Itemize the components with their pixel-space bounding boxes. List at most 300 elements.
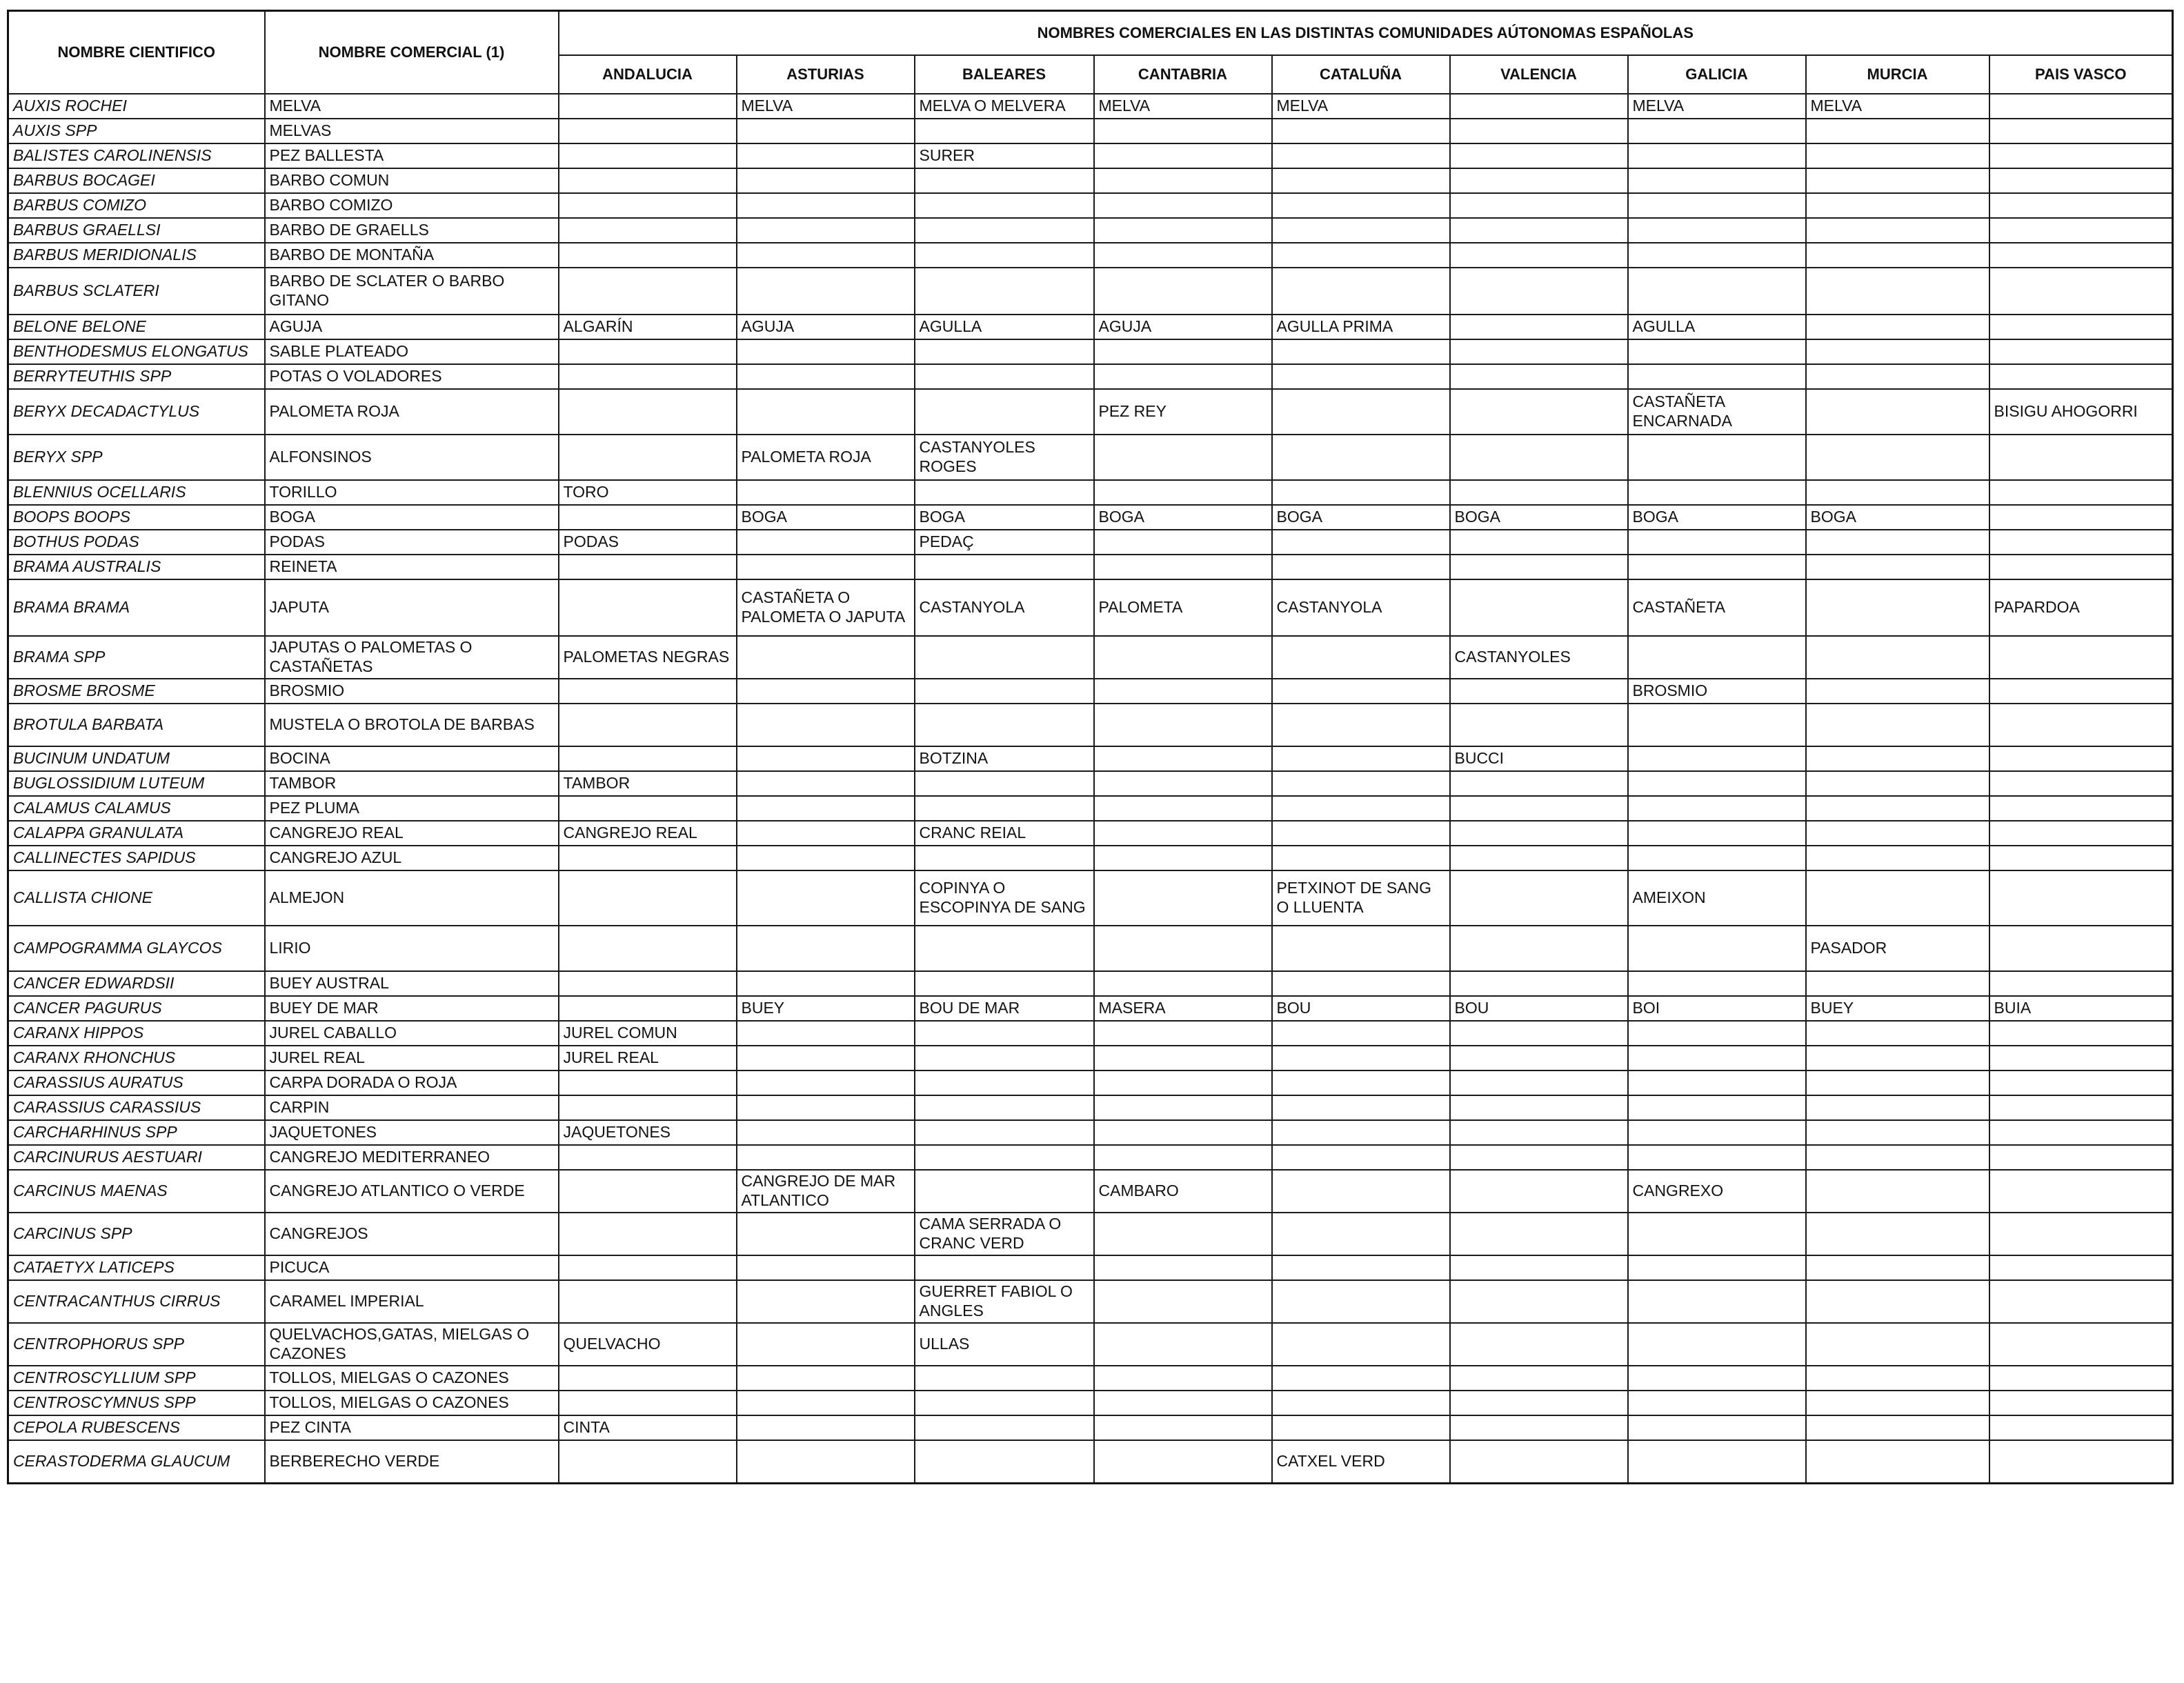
cell-region-galicia bbox=[1628, 480, 1806, 505]
table-row bbox=[8, 480, 2173, 505]
cell-region-valencia bbox=[1450, 1391, 1628, 1415]
cell-region-pais-vasco bbox=[1989, 1021, 2173, 1046]
cell-commercial-name: CANGREJO AZUL bbox=[265, 846, 559, 870]
cell-region-cantabria: CAMBARO bbox=[1094, 1170, 1272, 1213]
cell-region-baleares bbox=[915, 1070, 1094, 1095]
cell-region-galicia bbox=[1628, 243, 1806, 268]
cell-region-cantabria bbox=[1094, 143, 1272, 168]
table-row bbox=[8, 1280, 2173, 1323]
cell-region-galicia bbox=[1628, 1213, 1806, 1255]
cell-region-baleares bbox=[915, 364, 1094, 389]
cell-region-catalu-a bbox=[1272, 168, 1450, 193]
cell-region-andalucia bbox=[559, 746, 737, 771]
cell-commercial-name: REINETA bbox=[265, 555, 559, 579]
cell-region-murcia bbox=[1806, 339, 1989, 364]
cell-region-valencia bbox=[1450, 119, 1628, 143]
cell-region-asturias bbox=[737, 636, 915, 679]
cell-region-valencia: BUCCI bbox=[1450, 746, 1628, 771]
cell-region-galicia: AMEIXON bbox=[1628, 870, 1806, 926]
cell-region-valencia bbox=[1450, 1255, 1628, 1280]
table-row bbox=[8, 579, 2173, 636]
cell-scientific-name: BOOPS BOOPS bbox=[8, 505, 265, 530]
cell-region-valencia bbox=[1450, 1070, 1628, 1095]
cell-region-valencia: CASTANYOLES bbox=[1450, 636, 1628, 679]
cell-region-andalucia bbox=[559, 1391, 737, 1415]
cell-region-murcia bbox=[1806, 704, 1989, 746]
cell-scientific-name: BUGLOSSIDIUM LUTEUM bbox=[8, 771, 265, 796]
cell-region-andalucia bbox=[559, 339, 737, 364]
cell-region-asturias bbox=[737, 870, 915, 926]
cell-scientific-name: CARASSIUS AURATUS bbox=[8, 1070, 265, 1095]
cell-region-baleares bbox=[915, 971, 1094, 996]
cell-region-murcia bbox=[1806, 1145, 1989, 1170]
cell-region-cantabria bbox=[1094, 1120, 1272, 1145]
cell-region-catalu-a: BOGA bbox=[1272, 505, 1450, 530]
cell-region-galicia bbox=[1628, 796, 1806, 821]
cell-region-valencia bbox=[1450, 268, 1628, 315]
cell-region-pais-vasco bbox=[1989, 143, 2173, 168]
cell-region-murcia bbox=[1806, 243, 1989, 268]
cell-commercial-name: TORILLO bbox=[265, 480, 559, 505]
cell-region-andalucia bbox=[559, 926, 737, 971]
cell-commercial-name: CARAMEL IMPERIAL bbox=[265, 1280, 559, 1323]
cell-region-cantabria bbox=[1094, 1280, 1272, 1323]
cell-region-pais-vasco bbox=[1989, 1095, 2173, 1120]
cell-region-murcia bbox=[1806, 119, 1989, 143]
cell-scientific-name: CARCINUS SPP bbox=[8, 1213, 265, 1255]
cell-commercial-name: PICUCA bbox=[265, 1255, 559, 1280]
cell-commercial-name: ALFONSINOS bbox=[265, 435, 559, 480]
cell-region-valencia: BOU bbox=[1450, 996, 1628, 1021]
cell-commercial-name: MELVA bbox=[265, 94, 559, 119]
cell-region-murcia bbox=[1806, 435, 1989, 480]
cell-region-cantabria bbox=[1094, 1213, 1272, 1255]
cell-commercial-name: BERBERECHO VERDE bbox=[265, 1440, 559, 1483]
cell-region-murcia bbox=[1806, 771, 1989, 796]
cell-commercial-name: CANGREJO ATLANTICO O VERDE bbox=[265, 1170, 559, 1213]
cell-region-andalucia: QUELVACHO bbox=[559, 1323, 737, 1366]
cell-region-catalu-a bbox=[1272, 119, 1450, 143]
cell-region-valencia bbox=[1450, 1213, 1628, 1255]
cell-commercial-name: TAMBOR bbox=[265, 771, 559, 796]
cell-region-valencia bbox=[1450, 218, 1628, 243]
cell-region-andalucia bbox=[559, 268, 737, 315]
cell-region-baleares: BOGA bbox=[915, 505, 1094, 530]
header-nombre-cientifico: NOMBRE CIENTIFICO bbox=[8, 11, 265, 94]
cell-commercial-name: MELVAS bbox=[265, 119, 559, 143]
cell-region-andalucia bbox=[559, 971, 737, 996]
cell-commercial-name: BARBO COMIZO bbox=[265, 193, 559, 218]
cell-region-pais-vasco bbox=[1989, 796, 2173, 821]
cell-region-catalu-a bbox=[1272, 218, 1450, 243]
table-row bbox=[8, 704, 2173, 746]
cell-scientific-name: BUCINUM UNDATUM bbox=[8, 746, 265, 771]
cell-region-cantabria bbox=[1094, 1415, 1272, 1440]
cell-scientific-name: BELONE BELONE bbox=[8, 315, 265, 339]
cell-region-asturias bbox=[737, 364, 915, 389]
cell-scientific-name: CANCER PAGURUS bbox=[8, 996, 265, 1021]
header-region-valencia: VALENCIA bbox=[1450, 55, 1628, 94]
cell-region-andalucia bbox=[559, 679, 737, 704]
cell-scientific-name: CALAPPA GRANULATA bbox=[8, 821, 265, 846]
cell-commercial-name: BOGA bbox=[265, 505, 559, 530]
cell-region-pais-vasco bbox=[1989, 1046, 2173, 1070]
cell-region-andalucia bbox=[559, 1095, 737, 1120]
cell-region-asturias bbox=[737, 480, 915, 505]
cell-region-valencia bbox=[1450, 704, 1628, 746]
cell-region-asturias bbox=[737, 268, 915, 315]
cell-region-valencia bbox=[1450, 1021, 1628, 1046]
cell-region-galicia bbox=[1628, 1095, 1806, 1120]
table-row bbox=[8, 1095, 2173, 1120]
cell-region-catalu-a bbox=[1272, 435, 1450, 480]
cell-scientific-name: BARBUS GRAELLSI bbox=[8, 218, 265, 243]
cell-region-pais-vasco: PAPARDOA bbox=[1989, 579, 2173, 636]
cell-region-pais-vasco bbox=[1989, 1070, 2173, 1095]
table-row bbox=[8, 1021, 2173, 1046]
cell-region-catalu-a bbox=[1272, 1170, 1450, 1213]
cell-region-andalucia bbox=[559, 1366, 737, 1391]
cell-region-pais-vasco bbox=[1989, 1440, 2173, 1483]
cell-region-murcia bbox=[1806, 1391, 1989, 1415]
cell-region-murcia bbox=[1806, 1366, 1989, 1391]
cell-region-murcia bbox=[1806, 1440, 1989, 1483]
cell-region-catalu-a bbox=[1272, 389, 1450, 435]
cell-region-murcia bbox=[1806, 1213, 1989, 1255]
cell-region-murcia bbox=[1806, 143, 1989, 168]
cell-region-cantabria bbox=[1094, 435, 1272, 480]
cell-region-andalucia: CANGREJO REAL bbox=[559, 821, 737, 846]
cell-region-valencia bbox=[1450, 364, 1628, 389]
cell-region-murcia bbox=[1806, 636, 1989, 679]
cell-region-andalucia bbox=[559, 193, 737, 218]
cell-region-baleares bbox=[915, 555, 1094, 579]
cell-region-murcia bbox=[1806, 389, 1989, 435]
cell-region-galicia: MELVA bbox=[1628, 94, 1806, 119]
cell-region-galicia bbox=[1628, 746, 1806, 771]
cell-region-cantabria bbox=[1094, 168, 1272, 193]
cell-region-pais-vasco bbox=[1989, 771, 2173, 796]
cell-region-baleares bbox=[915, 704, 1094, 746]
cell-region-asturias bbox=[737, 389, 915, 435]
cell-region-cantabria bbox=[1094, 746, 1272, 771]
cell-region-catalu-a bbox=[1272, 1391, 1450, 1415]
cell-scientific-name: CENTROSCYLLIUM SPP bbox=[8, 1366, 265, 1391]
cell-region-asturias bbox=[737, 1145, 915, 1170]
cell-region-asturias bbox=[737, 796, 915, 821]
cell-region-baleares bbox=[915, 243, 1094, 268]
cell-region-catalu-a bbox=[1272, 480, 1450, 505]
cell-region-andalucia bbox=[559, 1255, 737, 1280]
cell-region-murcia bbox=[1806, 1021, 1989, 1046]
cell-region-galicia bbox=[1628, 1415, 1806, 1440]
cell-scientific-name: BARBUS SCLATERI bbox=[8, 268, 265, 315]
cell-region-pais-vasco bbox=[1989, 315, 2173, 339]
cell-scientific-name: AUXIS ROCHEI bbox=[8, 94, 265, 119]
cell-region-asturias bbox=[737, 339, 915, 364]
cell-region-pais-vasco bbox=[1989, 636, 2173, 679]
header-nombre-comercial: NOMBRE COMERCIAL (1) bbox=[265, 11, 559, 94]
cell-region-galicia bbox=[1628, 339, 1806, 364]
cell-region-catalu-a bbox=[1272, 1415, 1450, 1440]
cell-region-galicia: CASTAÑETA ENCARNADA bbox=[1628, 389, 1806, 435]
cell-region-valencia bbox=[1450, 679, 1628, 704]
cell-region-murcia bbox=[1806, 1280, 1989, 1323]
cell-commercial-name: JAQUETONES bbox=[265, 1120, 559, 1145]
cell-region-baleares bbox=[915, 1391, 1094, 1415]
cell-region-asturias bbox=[737, 243, 915, 268]
table-row bbox=[8, 821, 2173, 846]
cell-region-pais-vasco bbox=[1989, 1280, 2173, 1323]
cell-region-baleares bbox=[915, 1415, 1094, 1440]
cell-region-murcia bbox=[1806, 796, 1989, 821]
cell-region-andalucia: JUREL COMUN bbox=[559, 1021, 737, 1046]
cell-region-catalu-a bbox=[1272, 1021, 1450, 1046]
cell-commercial-name: JUREL REAL bbox=[265, 1046, 559, 1070]
cell-scientific-name: CENTROSCYMNUS SPP bbox=[8, 1391, 265, 1415]
cell-region-andalucia bbox=[559, 243, 737, 268]
cell-region-galicia bbox=[1628, 971, 1806, 996]
cell-commercial-name: PEZ BALLESTA bbox=[265, 143, 559, 168]
table-row bbox=[8, 243, 2173, 268]
cell-region-asturias bbox=[737, 143, 915, 168]
cell-region-andalucia bbox=[559, 1280, 737, 1323]
cell-region-valencia bbox=[1450, 796, 1628, 821]
cell-region-asturias bbox=[737, 168, 915, 193]
cell-region-galicia bbox=[1628, 555, 1806, 579]
cell-region-cantabria bbox=[1094, 870, 1272, 926]
cell-region-pais-vasco bbox=[1989, 1391, 2173, 1415]
cell-region-cantabria bbox=[1094, 218, 1272, 243]
cell-region-andalucia bbox=[559, 555, 737, 579]
cell-region-baleares bbox=[915, 1170, 1094, 1213]
cell-region-valencia bbox=[1450, 870, 1628, 926]
cell-region-baleares: CRANC REIAL bbox=[915, 821, 1094, 846]
cell-scientific-name: CANCER EDWARDSII bbox=[8, 971, 265, 996]
cell-commercial-name: PALOMETA ROJA bbox=[265, 389, 559, 435]
cell-region-asturias: PALOMETA ROJA bbox=[737, 435, 915, 480]
cell-scientific-name: CALLISTA CHIONE bbox=[8, 870, 265, 926]
cell-commercial-name: BUEY AUSTRAL bbox=[265, 971, 559, 996]
cell-region-catalu-a bbox=[1272, 1145, 1450, 1170]
cell-scientific-name: CALAMUS CALAMUS bbox=[8, 796, 265, 821]
cell-region-valencia bbox=[1450, 339, 1628, 364]
cell-scientific-name: BRAMA SPP bbox=[8, 636, 265, 679]
header-region-murcia: MURCIA bbox=[1806, 55, 1989, 94]
cell-region-pais-vasco bbox=[1989, 1415, 2173, 1440]
table-row bbox=[8, 364, 2173, 389]
cell-region-andalucia bbox=[559, 1145, 737, 1170]
cell-region-asturias: CASTAÑETA O PALOMETA O JAPUTA bbox=[737, 579, 915, 636]
cell-region-pais-vasco bbox=[1989, 218, 2173, 243]
cell-region-baleares bbox=[915, 1120, 1094, 1145]
header-region-baleares: BALEARES bbox=[915, 55, 1094, 94]
cell-scientific-name: CEPOLA RUBESCENS bbox=[8, 1415, 265, 1440]
cell-region-baleares bbox=[915, 636, 1094, 679]
cell-region-galicia: AGULLA bbox=[1628, 315, 1806, 339]
cell-commercial-name: AGUJA bbox=[265, 315, 559, 339]
cell-scientific-name: BOTHUS PODAS bbox=[8, 530, 265, 555]
cell-region-baleares bbox=[915, 193, 1094, 218]
cell-region-andalucia bbox=[559, 94, 737, 119]
cell-region-asturias bbox=[737, 218, 915, 243]
cell-region-murcia bbox=[1806, 1120, 1989, 1145]
cell-region-andalucia bbox=[559, 435, 737, 480]
cell-region-valencia bbox=[1450, 971, 1628, 996]
cell-region-asturias bbox=[737, 1021, 915, 1046]
cell-region-asturias bbox=[737, 746, 915, 771]
cell-scientific-name: AUXIS SPP bbox=[8, 119, 265, 143]
cell-region-andalucia bbox=[559, 119, 737, 143]
cell-region-pais-vasco: BISIGU AHOGORRI bbox=[1989, 389, 2173, 435]
cell-region-murcia bbox=[1806, 193, 1989, 218]
table-body bbox=[8, 94, 2173, 1483]
table-row bbox=[8, 94, 2173, 119]
cell-region-asturias bbox=[737, 1280, 915, 1323]
cell-region-valencia bbox=[1450, 1415, 1628, 1440]
cell-region-catalu-a: CASTANYOLA bbox=[1272, 579, 1450, 636]
cell-region-asturias: AGUJA bbox=[737, 315, 915, 339]
cell-scientific-name: BRAMA BRAMA bbox=[8, 579, 265, 636]
cell-region-cantabria bbox=[1094, 193, 1272, 218]
cell-region-baleares: CASTANYOLES ROGES bbox=[915, 435, 1094, 480]
cell-region-cantabria bbox=[1094, 636, 1272, 679]
cell-region-asturias bbox=[737, 926, 915, 971]
table-row bbox=[8, 1415, 2173, 1440]
table-row bbox=[8, 1440, 2173, 1483]
cell-commercial-name: BARBO DE SCLATER O BARBO GITANO bbox=[265, 268, 559, 315]
cell-region-pais-vasco bbox=[1989, 243, 2173, 268]
cell-region-baleares: MELVA O MELVERA bbox=[915, 94, 1094, 119]
cell-commercial-name: BARBO DE GRAELLS bbox=[265, 218, 559, 243]
cell-region-valencia bbox=[1450, 315, 1628, 339]
cell-region-andalucia bbox=[559, 996, 737, 1021]
cell-region-baleares: AGULLA bbox=[915, 315, 1094, 339]
cell-region-cantabria bbox=[1094, 771, 1272, 796]
species-names-table bbox=[7, 10, 2174, 1484]
cell-scientific-name: BARBUS BOCAGEI bbox=[8, 168, 265, 193]
table-row bbox=[8, 339, 2173, 364]
cell-commercial-name: CARPIN bbox=[265, 1095, 559, 1120]
header-region-galicia: GALICIA bbox=[1628, 55, 1806, 94]
cell-region-cantabria bbox=[1094, 1323, 1272, 1366]
cell-commercial-name: PEZ CINTA bbox=[265, 1415, 559, 1440]
cell-region-pais-vasco bbox=[1989, 1170, 2173, 1213]
cell-scientific-name: CALLINECTES SAPIDUS bbox=[8, 846, 265, 870]
cell-region-murcia bbox=[1806, 530, 1989, 555]
cell-region-valencia bbox=[1450, 1095, 1628, 1120]
cell-region-pais-vasco bbox=[1989, 1255, 2173, 1280]
cell-region-murcia bbox=[1806, 971, 1989, 996]
cell-region-catalu-a: PETXINOT DE SANG O LLUENTA bbox=[1272, 870, 1450, 926]
cell-region-galicia: BROSMIO bbox=[1628, 679, 1806, 704]
cell-region-murcia: BOGA bbox=[1806, 505, 1989, 530]
cell-commercial-name: CARPA DORADA O ROJA bbox=[265, 1070, 559, 1095]
cell-region-catalu-a bbox=[1272, 1213, 1450, 1255]
cell-region-galicia bbox=[1628, 364, 1806, 389]
cell-region-cantabria: MELVA bbox=[1094, 94, 1272, 119]
cell-region-murcia: BUEY bbox=[1806, 996, 1989, 1021]
cell-region-cantabria bbox=[1094, 364, 1272, 389]
table-row bbox=[8, 870, 2173, 926]
cell-region-pais-vasco bbox=[1989, 193, 2173, 218]
cell-region-asturias bbox=[737, 1323, 915, 1366]
cell-commercial-name: CANGREJO MEDITERRANEO bbox=[265, 1145, 559, 1170]
cell-region-asturias bbox=[737, 1391, 915, 1415]
cell-region-asturias bbox=[737, 119, 915, 143]
cell-region-valencia bbox=[1450, 1323, 1628, 1366]
cell-region-cantabria: BOGA bbox=[1094, 505, 1272, 530]
cell-region-valencia bbox=[1450, 579, 1628, 636]
cell-region-galicia bbox=[1628, 1145, 1806, 1170]
cell-region-cantabria bbox=[1094, 846, 1272, 870]
cell-region-andalucia bbox=[559, 389, 737, 435]
cell-region-pais-vasco bbox=[1989, 1323, 2173, 1366]
cell-region-valencia bbox=[1450, 1145, 1628, 1170]
cell-scientific-name: BERYX DECADACTYLUS bbox=[8, 389, 265, 435]
cell-region-baleares bbox=[915, 1145, 1094, 1170]
cell-region-cantabria bbox=[1094, 480, 1272, 505]
cell-region-pais-vasco bbox=[1989, 94, 2173, 119]
cell-region-cantabria bbox=[1094, 1366, 1272, 1391]
cell-scientific-name: CENTRACANTHUS CIRRUS bbox=[8, 1280, 265, 1323]
cell-region-galicia bbox=[1628, 1440, 1806, 1483]
table-row bbox=[8, 505, 2173, 530]
cell-region-murcia bbox=[1806, 364, 1989, 389]
cell-region-murcia bbox=[1806, 1095, 1989, 1120]
cell-region-catalu-a bbox=[1272, 1323, 1450, 1366]
table-row bbox=[8, 1255, 2173, 1280]
cell-region-asturias bbox=[737, 846, 915, 870]
cell-region-baleares bbox=[915, 771, 1094, 796]
cell-region-pais-vasco bbox=[1989, 1145, 2173, 1170]
cell-region-andalucia bbox=[559, 1070, 737, 1095]
cell-region-baleares bbox=[915, 268, 1094, 315]
cell-region-andalucia: ALGARÍN bbox=[559, 315, 737, 339]
cell-region-pais-vasco bbox=[1989, 268, 2173, 315]
cell-scientific-name: BLENNIUS OCELLARIS bbox=[8, 480, 265, 505]
cell-region-andalucia bbox=[559, 846, 737, 870]
cell-region-galicia bbox=[1628, 771, 1806, 796]
table-row bbox=[8, 1391, 2173, 1415]
cell-region-catalu-a: AGULLA PRIMA bbox=[1272, 315, 1450, 339]
cell-commercial-name: QUELVACHOS,GATAS, MIELGAS O CAZONES bbox=[265, 1323, 559, 1366]
cell-scientific-name: CERASTODERMA GLAUCUM bbox=[8, 1440, 265, 1483]
table-row bbox=[8, 143, 2173, 168]
cell-commercial-name: JUREL CABALLO bbox=[265, 1021, 559, 1046]
cell-region-valencia bbox=[1450, 771, 1628, 796]
table-row bbox=[8, 1213, 2173, 1255]
cell-region-cantabria bbox=[1094, 1046, 1272, 1070]
cell-region-asturias bbox=[737, 971, 915, 996]
cell-region-cantabria bbox=[1094, 268, 1272, 315]
cell-region-valencia bbox=[1450, 143, 1628, 168]
cell-region-valencia bbox=[1450, 243, 1628, 268]
cell-region-catalu-a bbox=[1272, 1366, 1450, 1391]
table-row bbox=[8, 846, 2173, 870]
cell-region-andalucia: JAQUETONES bbox=[559, 1120, 737, 1145]
cell-scientific-name: CARANX RHONCHUS bbox=[8, 1046, 265, 1070]
cell-region-andalucia: CINTA bbox=[559, 1415, 737, 1440]
cell-region-pais-vasco: BUIA bbox=[1989, 996, 2173, 1021]
cell-region-asturias bbox=[737, 1046, 915, 1070]
cell-region-valencia bbox=[1450, 1120, 1628, 1145]
cell-region-valencia bbox=[1450, 530, 1628, 555]
cell-region-cantabria bbox=[1094, 1255, 1272, 1280]
cell-region-murcia bbox=[1806, 168, 1989, 193]
cell-region-andalucia bbox=[559, 796, 737, 821]
cell-region-galicia bbox=[1628, 1391, 1806, 1415]
